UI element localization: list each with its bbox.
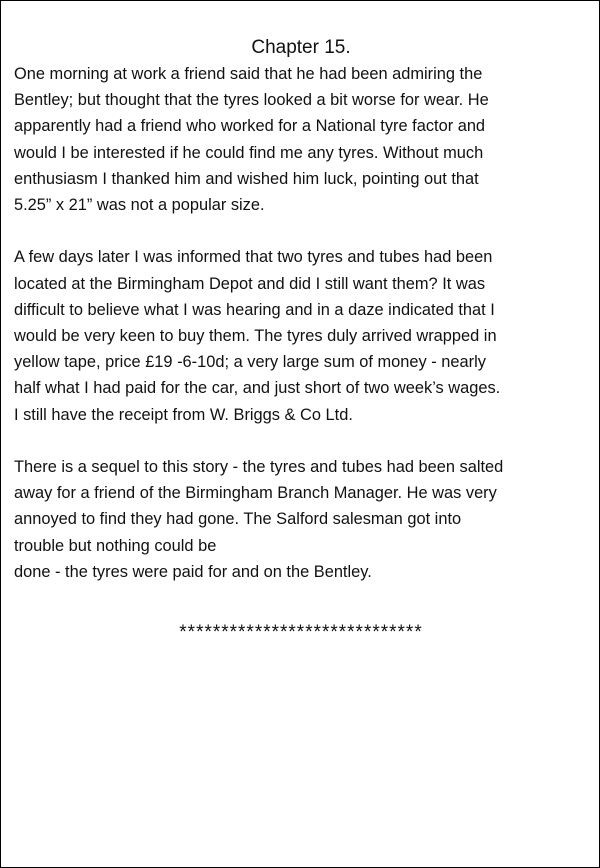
text-line: A few days later I was informed that two tyres and tubes had been [14, 248, 493, 267]
text-line: Bentley; but thought that the tyres looked a bit worse for wear. He [14, 91, 489, 110]
text-line: One morning at work a friend said that he had been admiring the [14, 65, 483, 83]
text-line: I still have the receipt from W. Briggs & Co Ltd. [14, 405, 353, 424]
text-line: located at the Birmingham Depot and did I still want them? It was [14, 274, 486, 293]
text-line: There is a sequel to this story - the tyres and tubes had been salted [14, 458, 504, 477]
text-line: difficult to believe what I was hearing and in a daze indicated that I [14, 300, 495, 319]
paragraph [14, 61, 589, 218]
text-line: annoyed to find they had gone. The Salford salesman got into [14, 510, 462, 529]
paragraph [14, 244, 589, 427]
text-line: yellow tape, price £19 -6-10d; a very large sum of money - nearly [14, 353, 486, 372]
section-separator: ***************************** [179, 622, 423, 643]
text-line: apparently had a friend who worked for a National tyre factor and [14, 117, 486, 136]
text-line: half what I had paid for the car, and just short of two week’s wages. [14, 379, 501, 398]
paragraph [14, 454, 589, 585]
text-line: done - the tyres were paid for and on the Bentley. [14, 562, 372, 581]
text-line: would I be interested if he could find me any tyres. Without much [14, 143, 484, 162]
text-line: would be very keen to buy them. The tyres duly arrived wrapped in [14, 327, 497, 346]
chapter-body [14, 61, 589, 611]
text-line: trouble but nothing could be [14, 536, 217, 555]
chapter-title: Chapter 15. [251, 37, 351, 58]
text-line: enthusiasm I thanked him and wished him luck, pointing out that [14, 169, 479, 188]
text-line: away for a friend of the Birmingham Branch Manager. He was very [14, 484, 497, 503]
text-line: 5.25” x 21” was not a popular size. [14, 196, 265, 215]
